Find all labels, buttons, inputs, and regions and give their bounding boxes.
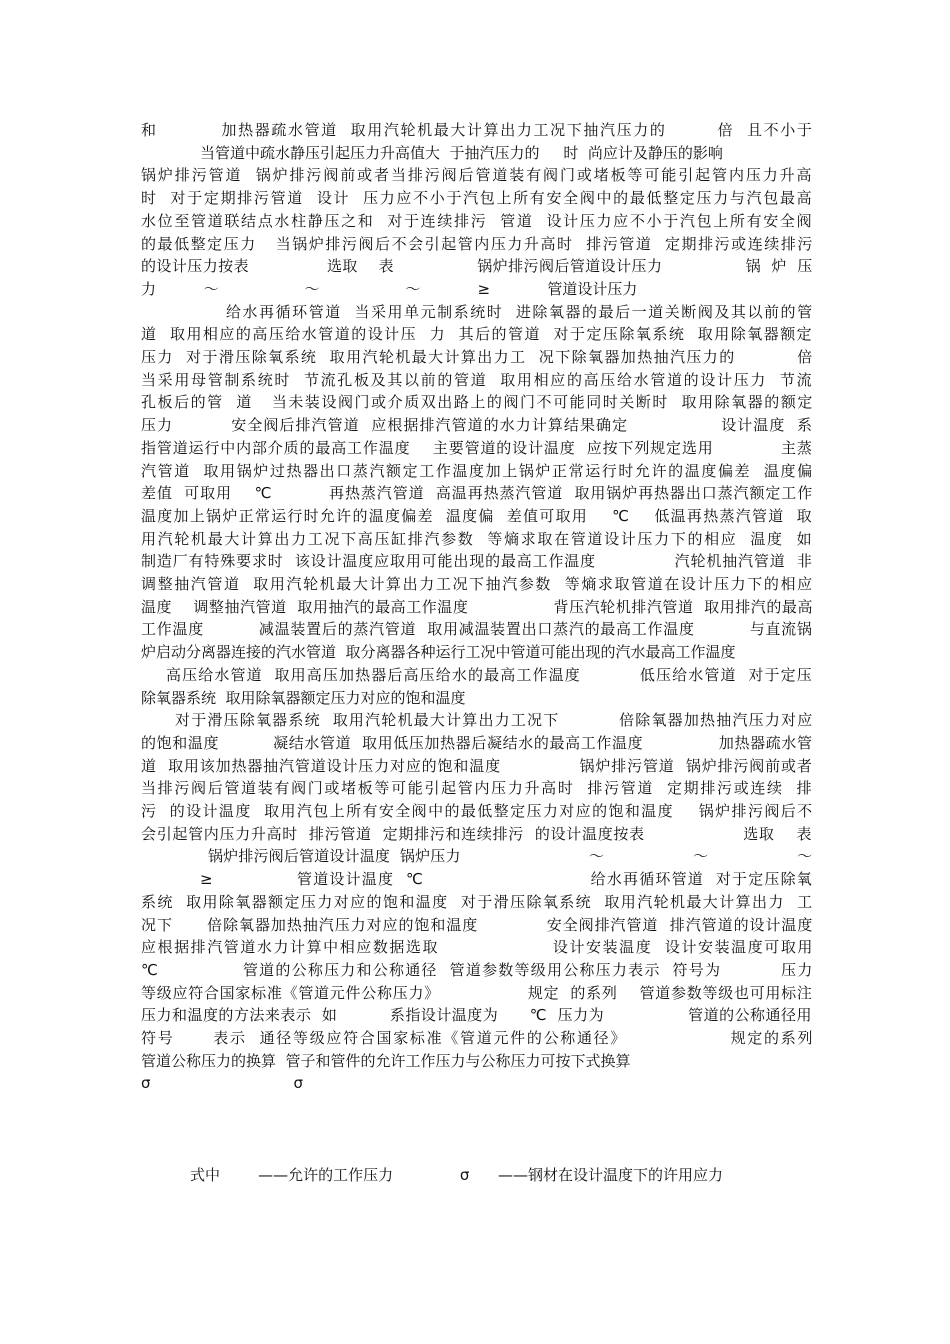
text-line: 压力 安全阀后排汽管道 应根据排汽管道的水力计算结果确定 设计温度 系 xyxy=(141,416,814,434)
text-line: 用汽轮机最大计算出力工况下高压缸排汽参数 等熵求取在管道设计压力下的相应 温度 如 xyxy=(141,530,814,548)
text-line: 指管道运行中内部介质的最高工作温度 主要管道的设计温度 应按下列规定选用 主蒸 xyxy=(141,439,813,457)
text-line: 道 取用该加热器抽汽管道设计压力对应的饱和温度 锅炉排污管道 锅炉排污阀前或者 xyxy=(141,757,813,775)
text-line: 孔板后的管 道 当未装设阀门或介质双出路上的阀门不可能同时关断时 取用除氧器的额定 xyxy=(141,393,814,411)
text-line: 锅炉排污阀后管道设计温度 锅炉压力 ～ ～ ～ xyxy=(208,847,813,865)
text-line: 压力和温度的方法来表示 如 系指设计温度为 ℃ 压力为 管道的公称通径用 xyxy=(141,1006,812,1024)
text-line: 污 的设计温度 取用汽包上所有安全阀中的最低整定压力对应的饱和温度 锅炉排污阀后不 xyxy=(141,802,814,820)
text-line: 时 对于定期排污管道 设计 压力应不小于汽包上所有安全阀中的最低整定压力与汽包最高 xyxy=(141,189,814,207)
text-line: 系统 取用除氧器额定压力对应的饱和温度 对于滑压除氧系统 取用汽轮机最大计算出力 工 xyxy=(141,893,814,911)
text-line: 的设计压力按表 选取 表 锅炉排污阀后管道设计压力 锅 炉 压 xyxy=(141,257,813,275)
text-line: 当管道中疏水静压引起压力升高值大 于抽汽压力的 时 尚应计及静压的影响 xyxy=(200,144,723,162)
text-line: ℃ 管道的公称压力和公称通径 管道参数等级用公称压力表示 符号为 压力 xyxy=(141,961,814,979)
text-line: 符号 表示 通径等级应符合国家标准《管道元件的公称通径》 规定的系列 xyxy=(141,1029,815,1047)
formula-line: 式中 ——允许的工作压力 σ ——钢材在设计温度下的许用应力 xyxy=(190,1166,724,1184)
text-line: 力 ～ ～ ～ ≥ 管道设计压力 xyxy=(141,280,638,298)
text-line: 差值 可取用 ℃ 再热蒸汽管道 高温再热蒸汽管道 取用锅炉再热器出口蒸汽额定工作 xyxy=(141,484,814,502)
text-line: σ σ xyxy=(141,1074,304,1092)
text-line: 况下 倍除氧器加热抽汽压力对应的饱和温度 安全阀排汽管道 排汽管道的设计温度 xyxy=(141,916,814,934)
text-line: 锅炉排污管道 锅炉排污阀前或者当排污阀后管道装有阀门或堵板等可能引起管内压力升高 xyxy=(141,166,814,184)
text-line: 应根据排汽管道水力计算中相应数据选取 设计安装温度 设计安装温度可取用 xyxy=(141,938,814,956)
text-line: 炉启动分离器连接的汽水管道 取分离器各种运行工况中管道可能出现的汽水最高工作温度 xyxy=(141,643,736,661)
text-line: 对于滑压除氧器系统 取用汽轮机最大计算出力工况下 倍除氧器加热抽汽压力对应 xyxy=(175,711,814,729)
text-line: ≥ 管道设计温度 ℃ 给水再循环管道 对于定压除氧 xyxy=(200,870,813,888)
text-line: 管道公称压力的换算 管子和管件的允许工作压力与公称压力可按下式换算 xyxy=(141,1052,631,1070)
text-line: 汽管道 取用锅炉过热器出口蒸汽额定工作温度加上锅炉正常运行时允许的温度偏差 温度偏 xyxy=(141,462,814,480)
text-line: 的最低整定压力 当锅炉排污阀后不会引起管内压力升高时 排污管道 定期排污或连续排污 xyxy=(141,235,814,253)
text-line: 工作温度 减温装置后的蒸汽管道 取用减温装置出口蒸汽的最高工作温度 与直流锅 xyxy=(141,620,813,638)
text-line: 调整抽汽管道 取用汽轮机最大计算出力工况下抽汽参数 等熵求取管道在设计压力下的相应 xyxy=(141,575,814,593)
text-line: 道 取用相应的高压给水管道的设计压 力 其后的管道 对于定压除氧系统 取用除氧器额定 xyxy=(141,325,814,343)
text-line: 和 加热器疏水管道 取用汽轮机最大计算出力工况下抽汽压力的 倍 且不小于 xyxy=(141,121,814,139)
text-line: 制造厂有特殊要求时 该设计温度应取用可能出现的最高工作温度 汽轮机抽汽管道 非 xyxy=(141,552,813,570)
text-line: 温度加上锅炉正常运行时允许的温度偏差 温度偏 差值可取用 ℃ 低温再热蒸汽管道 取 xyxy=(141,507,813,525)
text-line: 水位至管道联结点水柱静压之和 对于连续排污 管道 设计压力应不小于汽包上所有安全阀 xyxy=(141,212,814,230)
text-line: 等级应符合国家标准《管道元件公称压力》 规定 的系列 管道参数等级也可用标注 xyxy=(141,984,813,1002)
text-line: 给水再循环管道 当采用单元制系统时 进除氧器的最后一道关断阀及其以前的管 xyxy=(226,303,814,321)
text-line: 除氧器系统 取用除氧器额定压力对应的饱和温度 xyxy=(141,689,466,707)
text-line: 温度 调整抽汽管道 取用抽汽的最高工作温度 背压汽轮机排汽管道 取用排汽的最高 xyxy=(141,598,814,616)
text-line: 压力 对于滑压除氧系统 取用汽轮机最大计算出力工 况下除氧器加热抽汽压力的 倍 xyxy=(141,348,814,366)
text-line: 高压给水管道 取用高压加热器后高压给水的最高工作温度 低压给水管道 对于定压 xyxy=(166,666,813,684)
text-line: 当采用母管制系统时 节流孔板及其以前的管道 取用相应的高压给水管道的设计压力 节流 xyxy=(141,371,814,389)
text-line: 的饱和温度 凝结水管道 取用低压加热器后凝结水的最高工作温度 加热器疏水管 xyxy=(141,734,813,752)
text-line: 当排污阀后管道装有阀门或堵板等可能引起管内压力升高时 排污管道 定期排污或连续 排 xyxy=(141,779,814,797)
text-line: 会引起管内压力升高时 排污管道 定期排污和连续排污 的设计温度按表 选取 表 xyxy=(141,825,813,843)
